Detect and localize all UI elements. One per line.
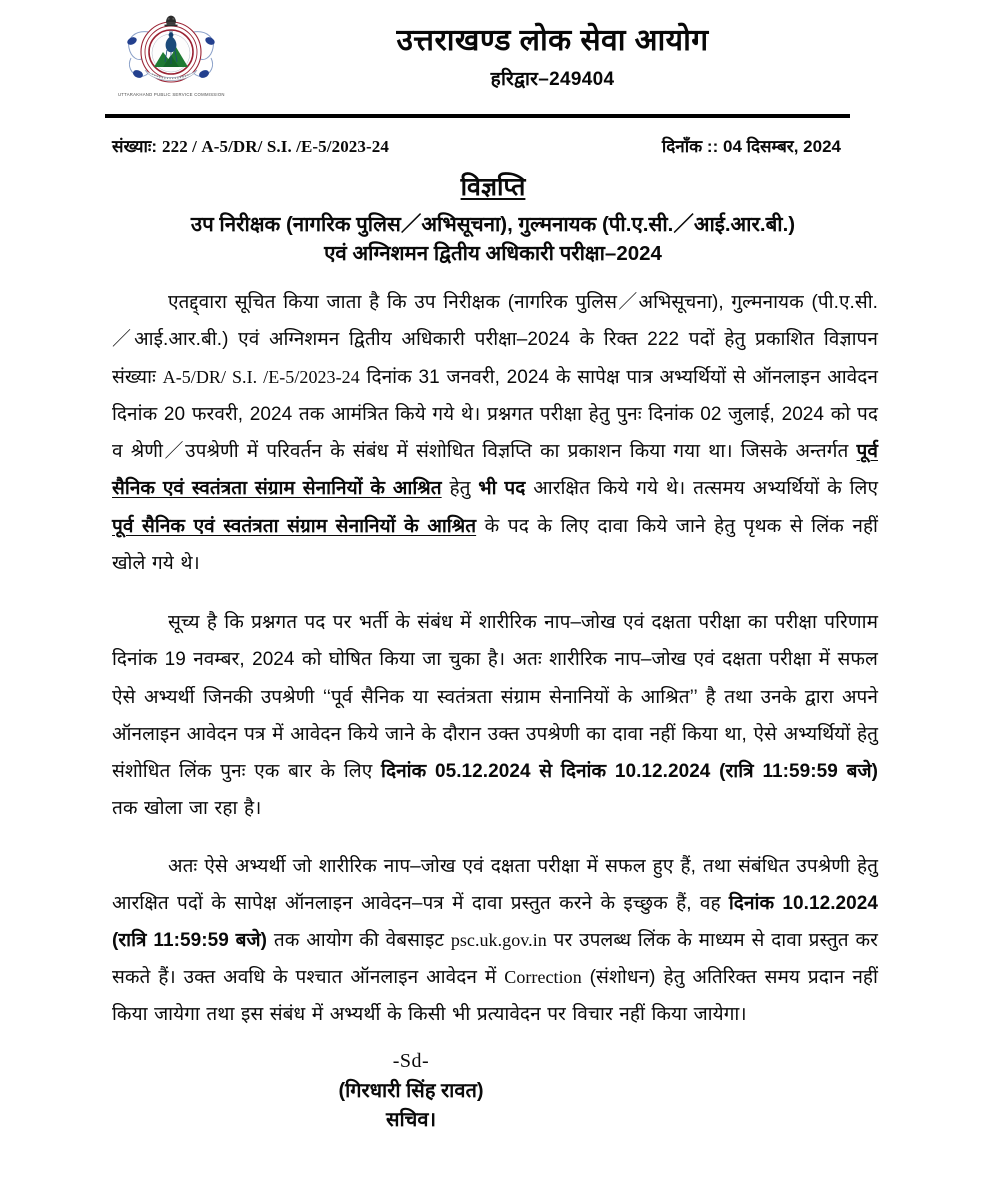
reference-number-block [112, 134, 389, 157]
organization-title-block [237, 12, 886, 91]
issue-date-block [662, 134, 841, 157]
date-label: दिनाँक :: [661, 137, 719, 156]
date-value: 04 दिसम्बर, 2024 [722, 137, 841, 156]
document-header [0, 0, 986, 104]
page-title: विज्ञप्ति [460, 173, 526, 201]
signatory-name: (गिरधारी सिंह रावत) [338, 1079, 484, 1102]
p1-emphasis-3: पूर्व सैनिक एवं स्वतंत्रता संग्राम सेनानियों के आश्रित [112, 515, 477, 537]
p3-segment-1: अतः ऐसे अभ्यर्थी जो शारीरिक नाप–जोख एवं दक्षता परीक्षा में सफल हुए हैं, तथा संबंधित उपश्रेणी हेतु आरक्षित पदों के सापेक्ष ऑनलाइन आवेदन–पत्र में दावा प्रस्तुत करने के इच्छुक हैं, वह [112, 855, 878, 914]
emblem-caption: UTTARAKHAND PUBLIC SERVICE COMMISSION [117, 92, 225, 97]
p3-deadline-date: दिनांक 10.12.2024 (रात्रि 11:59:59 बजे) [112, 892, 878, 951]
p1-segment-9: के पद के लिए दावा किये जाने हेतु पृथक से लिंक नहीं खोले गये थे। [112, 515, 879, 574]
commission-website: psc.uk.gov.in [450, 929, 547, 950]
p1-segment-7: आरक्षित किये गये थे। तत्समय अभ्यर्थियों के लिए [525, 478, 879, 500]
p1-emphasis-1: पूर्व सैनिक एवं स्वतंत्रता संग्राम सेनानियों के आश्रित [112, 441, 878, 500]
reference-label: संख्याः: [112, 137, 158, 156]
emblem-block [105, 12, 237, 97]
p1-segment-5: हेतु [441, 478, 479, 500]
uttarakhand-state-emblem-icon [119, 14, 223, 90]
signature-block [112, 1050, 878, 1132]
p2-link-window-dates: दिनांक 05.12.2024 से दिनांक 10.12.2024 (रात्रि 11:59:59 बजे) [381, 761, 878, 783]
p1-emphasis-2: भी पद [478, 478, 526, 500]
reference-and-date-row [0, 118, 986, 157]
p3-segment-5: पर उपलब्ध लिंक के माध्यम से दावा प्रस्तुत कर सकते हैं। उक्त अवधि के पश्चात ऑनलाइन आवेदन में [112, 929, 878, 989]
organization-address: हरिद्वार–249404 [490, 68, 615, 90]
p2-segment-1: सूच्य है कि प्रश्नगत पद पर भर्ती के संबंध में शारीरिक नाप–जोख एवं दक्षता परीक्षा का परीक्षा परिणाम दिनांक 19 नवम्बर, 2024 को घोषित किया जा चुका है। अतः शारीरिक नाप–जोख एवं दक्षता परीक्षा में सफल ऐसे अभ्यर्थी जिनकी उपश्रेणी ‘‘पूर्व सैनिक या स्वतंत्रता संग्राम सेनानियों के आश्रित’’ है तथा उनके द्वारा अपने ऑनलाइन आवेदन पत्र में आवेदन किये जाने के दौरान उक्त उपश्रेणी का दावा नहीं किया था, ऐसे अभ्यर्थियों हेतु संशोधित लिंक पुनः एक बार के लिए [112, 612, 878, 783]
paragraph-1 [112, 284, 878, 582]
paragraph-3 [112, 848, 878, 1034]
signatory-designation: सचिव। [385, 1108, 437, 1131]
signature-sd-marker: -Sd- [392, 1049, 430, 1072]
p3-correction-term: Correction [504, 967, 582, 988]
exam-title-line-2: एवं अग्निशमन द्वितीय अधिकारी परीक्षा–2024 [324, 242, 662, 266]
organization-name: उत्तराखण्ड लोक सेवा आयोग [396, 24, 709, 57]
p1-segment-3: दिनांक 31 जनवरी, 2024 के सापेक्ष पात्र अभ्यर्थियों से ऑनलाइन आवेदन दिनांक 20 फरवरी, 2024 तक आमंत्रित किये गये थे। प्रश्नगत परीक्षा हेतु पुनः दिनांक 02 जुलाई, 2024 को पद व श्रेणी／उपश्रेणी में परिवर्तन के संबंध में संशोधित विज्ञप्ति का प्रकाशन किया गया था। जिसके अन्तर्गत [112, 366, 879, 463]
p2-segment-3: तक खोला जा रहा है। [112, 798, 262, 820]
document-body [0, 284, 986, 1131]
paragraph-2 [112, 604, 878, 827]
reference-number: 222 / A-5/DR/ S.I. /E-5/2023-24 [162, 137, 389, 156]
p3-segment-3: तक आयोग की वेबसाइट [267, 929, 451, 951]
exam-title-line-1: उप निरीक्षक (नागरिक पुलिस／अभिसूचना), गुल्मनायक (पी.ए.सी.／आई.आर.बी.) [190, 213, 796, 236]
p1-advertisement-ref: A-5/DR/ S.I. /E-5/2023-24 [162, 366, 360, 387]
exam-title [0, 210, 986, 268]
p3-segment-7: (संशोधन) हेतु अतिरिक्त समय प्रदान नहीं किया जायेगा तथा इस संबंध में अभ्यर्थी के किसी भी प्रत्यावेदन पर विचार नहीं किया जायेगा। [112, 967, 878, 1026]
p1-segment-1: एतद्द्वारा सूचित किया जाता है कि उप निरीक्षक (नागरिक पुलिस／अभिसूचना), गुल्मनायक (पी.ए.सी.／आई.आर.बी.) एवं अग्निशमन द्वितीय अधिकारी परीक्षा–2024 के रिक्त 222 पदों हेतु प्रकाशित विज्ञापन संख्याः [112, 292, 878, 388]
